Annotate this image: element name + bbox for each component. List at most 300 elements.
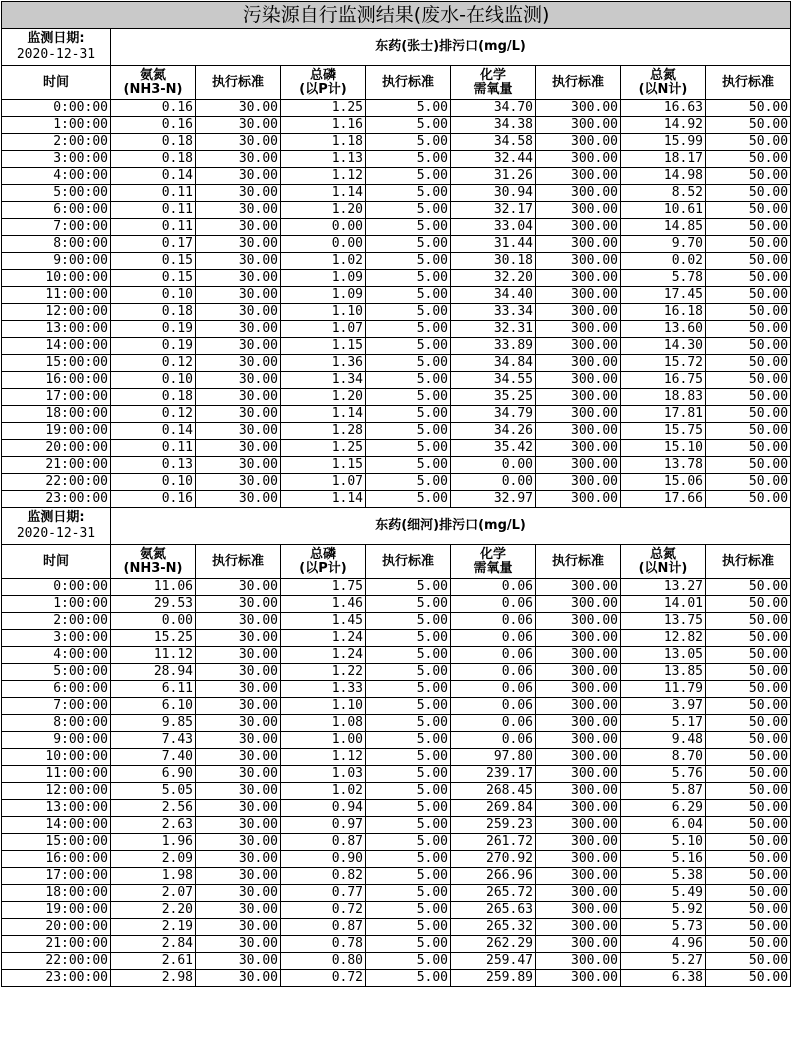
value-cell: 268.45: [451, 783, 536, 800]
value-cell: 300.00: [536, 800, 621, 817]
value-cell: 30.00: [196, 902, 281, 919]
value-cell: 0.19: [111, 338, 196, 355]
value-cell: 300.00: [536, 185, 621, 202]
value-cell: 30.00: [196, 783, 281, 800]
value-cell: 300.00: [536, 321, 621, 338]
column-header-line1: 氨氮: [139, 546, 166, 562]
value-cell: 30.00: [196, 321, 281, 338]
time-cell: 3:00:00: [2, 151, 111, 168]
value-cell: 34.84: [451, 355, 536, 372]
value-cell: 0.18: [111, 304, 196, 321]
value-cell: 300.00: [536, 868, 621, 885]
column-header: [111, 66, 196, 100]
table-row: [2, 664, 791, 681]
value-cell: 5.00: [366, 236, 451, 253]
time-cell: 16:00:00: [2, 372, 111, 389]
value-cell: 30.00: [196, 491, 281, 508]
column-header-line2: (NH3-N): [123, 560, 183, 576]
value-cell: 17.81: [621, 406, 706, 423]
table-row: [2, 936, 791, 953]
value-cell: 0.82: [281, 868, 366, 885]
column-header-line2: 需氧量: [473, 81, 513, 97]
column-header: [706, 545, 791, 579]
value-cell: 300.00: [536, 834, 621, 851]
value-cell: 5.00: [366, 902, 451, 919]
value-cell: 30.00: [196, 851, 281, 868]
time-cell: 15:00:00: [2, 834, 111, 851]
value-cell: 1.15: [281, 338, 366, 355]
table-row: [2, 749, 791, 766]
time-cell: 9:00:00: [2, 253, 111, 270]
value-cell: 5.00: [366, 372, 451, 389]
value-cell: 13.60: [621, 321, 706, 338]
value-cell: 1.14: [281, 185, 366, 202]
value-cell: 262.29: [451, 936, 536, 953]
value-cell: 8.70: [621, 749, 706, 766]
value-cell: 0.06: [451, 630, 536, 647]
table-row: [2, 338, 791, 355]
value-cell: 50.00: [706, 749, 791, 766]
value-cell: 300.00: [536, 681, 621, 698]
value-cell: 0.06: [451, 732, 536, 749]
value-cell: 30.00: [196, 440, 281, 457]
value-cell: 50.00: [706, 868, 791, 885]
column-header: [621, 66, 706, 100]
value-cell: 9.48: [621, 732, 706, 749]
value-cell: 0.15: [111, 270, 196, 287]
monitoring-date: [2, 29, 111, 66]
value-cell: 0.06: [451, 596, 536, 613]
value-cell: 300.00: [536, 817, 621, 834]
value-cell: 300.00: [536, 970, 621, 987]
value-cell: 0.18: [111, 134, 196, 151]
section-header-row: [2, 29, 791, 66]
value-cell: 1.20: [281, 202, 366, 219]
date-label: 监测日期:: [27, 510, 85, 525]
time-cell: 11:00:00: [2, 287, 111, 304]
table-row: [2, 579, 791, 596]
value-cell: 30.00: [196, 596, 281, 613]
value-cell: 5.00: [366, 270, 451, 287]
value-cell: 5.00: [366, 885, 451, 902]
value-cell: 300.00: [536, 596, 621, 613]
time-cell: 1:00:00: [2, 117, 111, 134]
value-cell: 5.00: [366, 919, 451, 936]
value-cell: 17.66: [621, 491, 706, 508]
column-header: [451, 545, 536, 579]
value-cell: 14.85: [621, 219, 706, 236]
value-cell: 30.00: [196, 834, 281, 851]
value-cell: 50.00: [706, 647, 791, 664]
value-cell: 1.07: [281, 321, 366, 338]
value-cell: 32.20: [451, 270, 536, 287]
value-cell: 50.00: [706, 355, 791, 372]
value-cell: 13.05: [621, 647, 706, 664]
value-cell: 300.00: [536, 219, 621, 236]
value-cell: 0.16: [111, 117, 196, 134]
value-cell: 10.61: [621, 202, 706, 219]
column-header-line1: 时间: [42, 74, 69, 90]
value-cell: 5.00: [366, 834, 451, 851]
time-cell: 12:00:00: [2, 304, 111, 321]
date-value: 2020-12-31: [16, 47, 96, 62]
value-cell: 5.10: [621, 834, 706, 851]
table-row: [2, 100, 791, 117]
table-row: [2, 902, 791, 919]
value-cell: 50.00: [706, 270, 791, 287]
value-cell: 0.72: [281, 902, 366, 919]
value-cell: 30.00: [196, 304, 281, 321]
value-cell: 30.00: [196, 355, 281, 372]
time-cell: 14:00:00: [2, 338, 111, 355]
value-cell: 32.97: [451, 491, 536, 508]
value-cell: 50.00: [706, 406, 791, 423]
value-cell: 2.63: [111, 817, 196, 834]
value-cell: 300.00: [536, 783, 621, 800]
value-cell: 30.00: [196, 151, 281, 168]
value-cell: 14.30: [621, 338, 706, 355]
value-cell: 34.79: [451, 406, 536, 423]
value-cell: 50.00: [706, 389, 791, 406]
value-cell: 30.00: [196, 372, 281, 389]
value-cell: 50.00: [706, 936, 791, 953]
value-cell: 5.00: [366, 749, 451, 766]
value-cell: 15.25: [111, 630, 196, 647]
value-cell: 0.16: [111, 100, 196, 117]
value-cell: 1.28: [281, 423, 366, 440]
value-cell: 259.89: [451, 970, 536, 987]
value-cell: 300.00: [536, 423, 621, 440]
value-cell: 50.00: [706, 664, 791, 681]
value-cell: 5.00: [366, 423, 451, 440]
value-cell: 300.00: [536, 902, 621, 919]
value-cell: 300.00: [536, 885, 621, 902]
value-cell: 300.00: [536, 630, 621, 647]
value-cell: 5.00: [366, 868, 451, 885]
table-row: [2, 372, 791, 389]
table-row: [2, 304, 791, 321]
value-cell: 50.00: [706, 630, 791, 647]
value-cell: 0.06: [451, 613, 536, 630]
value-cell: 259.47: [451, 953, 536, 970]
table-row: [2, 134, 791, 151]
value-cell: 50.00: [706, 715, 791, 732]
time-cell: 8:00:00: [2, 715, 111, 732]
value-cell: 0.06: [451, 647, 536, 664]
value-cell: 0.16: [111, 491, 196, 508]
value-cell: 2.84: [111, 936, 196, 953]
value-cell: 5.76: [621, 766, 706, 783]
value-cell: 1.24: [281, 647, 366, 664]
value-cell: 30.00: [196, 287, 281, 304]
date-label: 监测日期:: [27, 31, 85, 46]
table-row: [2, 800, 791, 817]
value-cell: 15.72: [621, 355, 706, 372]
value-cell: 5.00: [366, 185, 451, 202]
value-cell: 30.00: [196, 389, 281, 406]
value-cell: 32.17: [451, 202, 536, 219]
outlet-name: 东药(张士)排污口(mg/L): [111, 29, 791, 66]
time-cell: 6:00:00: [2, 202, 111, 219]
value-cell: 15.99: [621, 134, 706, 151]
value-cell: 0.11: [111, 440, 196, 457]
value-cell: 5.00: [366, 491, 451, 508]
value-cell: 3.97: [621, 698, 706, 715]
value-cell: 16.75: [621, 372, 706, 389]
value-cell: 0.02: [621, 253, 706, 270]
value-cell: 5.27: [621, 953, 706, 970]
column-header-line2: (以N计): [638, 560, 688, 576]
value-cell: 50.00: [706, 168, 791, 185]
value-cell: 50.00: [706, 253, 791, 270]
column-header: [196, 545, 281, 579]
value-cell: 30.00: [196, 953, 281, 970]
value-cell: 5.00: [366, 766, 451, 783]
value-cell: 50.00: [706, 457, 791, 474]
value-cell: 5.00: [366, 134, 451, 151]
monitoring-date: [2, 508, 111, 545]
value-cell: 30.00: [196, 698, 281, 715]
value-cell: 30.00: [196, 100, 281, 117]
time-cell: 15:00:00: [2, 355, 111, 372]
time-cell: 10:00:00: [2, 749, 111, 766]
value-cell: 50.00: [706, 698, 791, 715]
value-cell: 300.00: [536, 440, 621, 457]
value-cell: 300.00: [536, 579, 621, 596]
value-cell: 34.26: [451, 423, 536, 440]
column-header-row: [2, 66, 791, 100]
value-cell: 0.06: [451, 715, 536, 732]
value-cell: 50.00: [706, 834, 791, 851]
value-cell: 50.00: [706, 185, 791, 202]
value-cell: 13.75: [621, 613, 706, 630]
value-cell: 1.34: [281, 372, 366, 389]
time-cell: 9:00:00: [2, 732, 111, 749]
value-cell: 300.00: [536, 236, 621, 253]
value-cell: 9.85: [111, 715, 196, 732]
value-cell: 300.00: [536, 338, 621, 355]
value-cell: 300.00: [536, 664, 621, 681]
value-cell: 270.92: [451, 851, 536, 868]
value-cell: 50.00: [706, 613, 791, 630]
column-header: [2, 66, 111, 100]
value-cell: 1.13: [281, 151, 366, 168]
time-cell: 7:00:00: [2, 698, 111, 715]
value-cell: 13.27: [621, 579, 706, 596]
value-cell: 5.00: [366, 253, 451, 270]
value-cell: 0.87: [281, 919, 366, 936]
value-cell: 1.75: [281, 579, 366, 596]
table-row: [2, 885, 791, 902]
value-cell: 2.56: [111, 800, 196, 817]
value-cell: 50.00: [706, 681, 791, 698]
value-cell: 50.00: [706, 800, 791, 817]
table-row: [2, 732, 791, 749]
value-cell: 30.00: [196, 270, 281, 287]
value-cell: 5.00: [366, 219, 451, 236]
table-row: [2, 953, 791, 970]
value-cell: 0.15: [111, 253, 196, 270]
table-row: [2, 817, 791, 834]
value-cell: 1.15: [281, 457, 366, 474]
value-cell: 17.45: [621, 287, 706, 304]
column-header-line1: 化学: [479, 546, 506, 562]
time-cell: 19:00:00: [2, 423, 111, 440]
time-cell: 23:00:00: [2, 970, 111, 987]
table-row: [2, 219, 791, 236]
value-cell: 5.00: [366, 355, 451, 372]
value-cell: 5.73: [621, 919, 706, 936]
value-cell: 30.00: [196, 457, 281, 474]
table-row: [2, 253, 791, 270]
column-header: [2, 545, 111, 579]
value-cell: 0.00: [451, 457, 536, 474]
value-cell: 30.00: [196, 868, 281, 885]
value-cell: 5.00: [366, 117, 451, 134]
table-row: [2, 321, 791, 338]
time-cell: 5:00:00: [2, 664, 111, 681]
value-cell: 50.00: [706, 304, 791, 321]
column-header: [196, 66, 281, 100]
value-cell: 1.03: [281, 766, 366, 783]
value-cell: 6.90: [111, 766, 196, 783]
column-header: [621, 545, 706, 579]
value-cell: 33.34: [451, 304, 536, 321]
value-cell: 5.00: [366, 321, 451, 338]
time-cell: 22:00:00: [2, 953, 111, 970]
column-header-line1: 氨氮: [139, 67, 166, 83]
value-cell: 0.97: [281, 817, 366, 834]
table-row: [2, 491, 791, 508]
value-cell: 1.25: [281, 100, 366, 117]
value-cell: 16.18: [621, 304, 706, 321]
value-cell: 5.00: [366, 613, 451, 630]
value-cell: 30.18: [451, 253, 536, 270]
value-cell: 29.53: [111, 596, 196, 613]
value-cell: 0.00: [281, 236, 366, 253]
value-cell: 50.00: [706, 338, 791, 355]
time-cell: 6:00:00: [2, 681, 111, 698]
column-header-line1: 执行标准: [551, 74, 604, 90]
value-cell: 239.17: [451, 766, 536, 783]
value-cell: 50.00: [706, 117, 791, 134]
value-cell: 1.25: [281, 440, 366, 457]
value-cell: 31.44: [451, 236, 536, 253]
value-cell: 0.11: [111, 219, 196, 236]
value-cell: 30.00: [196, 800, 281, 817]
value-cell: 50.00: [706, 970, 791, 987]
value-cell: 0.13: [111, 457, 196, 474]
value-cell: 0.00: [451, 474, 536, 491]
value-cell: 5.00: [366, 474, 451, 491]
value-cell: 30.00: [196, 613, 281, 630]
table-row: [2, 596, 791, 613]
value-cell: 1.14: [281, 406, 366, 423]
value-cell: 5.00: [366, 338, 451, 355]
table-row: [2, 970, 791, 987]
value-cell: 0.10: [111, 474, 196, 491]
value-cell: 0.80: [281, 953, 366, 970]
table-row: [2, 406, 791, 423]
value-cell: 32.31: [451, 321, 536, 338]
time-cell: 17:00:00: [2, 389, 111, 406]
value-cell: 15.75: [621, 423, 706, 440]
value-cell: 35.42: [451, 440, 536, 457]
value-cell: 13.85: [621, 664, 706, 681]
value-cell: 5.00: [366, 304, 451, 321]
value-cell: 1.33: [281, 681, 366, 698]
value-cell: 34.70: [451, 100, 536, 117]
value-cell: 50.00: [706, 440, 791, 457]
value-cell: 30.94: [451, 185, 536, 202]
value-cell: 5.00: [366, 151, 451, 168]
value-cell: 2.09: [111, 851, 196, 868]
table-row: [2, 236, 791, 253]
value-cell: 269.84: [451, 800, 536, 817]
value-cell: 30.00: [196, 681, 281, 698]
value-cell: 34.58: [451, 134, 536, 151]
value-cell: 50.00: [706, 100, 791, 117]
value-cell: 300.00: [536, 100, 621, 117]
column-header-line1: 执行标准: [722, 553, 775, 569]
table-row: [2, 355, 791, 372]
value-cell: 300.00: [536, 647, 621, 664]
table-row: [2, 919, 791, 936]
table-row: [2, 151, 791, 168]
value-cell: 5.92: [621, 902, 706, 919]
value-cell: 6.04: [621, 817, 706, 834]
table-row: [2, 715, 791, 732]
value-cell: 50.00: [706, 287, 791, 304]
value-cell: 300.00: [536, 953, 621, 970]
value-cell: 8.52: [621, 185, 706, 202]
value-cell: 300.00: [536, 851, 621, 868]
value-cell: 30.00: [196, 168, 281, 185]
table-row: [2, 287, 791, 304]
value-cell: 50.00: [706, 236, 791, 253]
value-cell: 1.07: [281, 474, 366, 491]
value-cell: 300.00: [536, 372, 621, 389]
table-row: [2, 647, 791, 664]
table-row: [2, 834, 791, 851]
value-cell: 30.00: [196, 219, 281, 236]
value-cell: 0.06: [451, 698, 536, 715]
time-cell: 14:00:00: [2, 817, 111, 834]
value-cell: 30.00: [196, 406, 281, 423]
value-cell: 1.09: [281, 287, 366, 304]
time-cell: 13:00:00: [2, 800, 111, 817]
value-cell: 0.10: [111, 287, 196, 304]
value-cell: 5.00: [366, 100, 451, 117]
value-cell: 300.00: [536, 117, 621, 134]
value-cell: 1.45: [281, 613, 366, 630]
time-cell: 18:00:00: [2, 406, 111, 423]
time-cell: 12:00:00: [2, 783, 111, 800]
value-cell: 50.00: [706, 151, 791, 168]
value-cell: 50.00: [706, 766, 791, 783]
value-cell: 18.83: [621, 389, 706, 406]
value-cell: 14.92: [621, 117, 706, 134]
value-cell: 50.00: [706, 423, 791, 440]
value-cell: 1.10: [281, 304, 366, 321]
table-row: [2, 851, 791, 868]
value-cell: 300.00: [536, 304, 621, 321]
time-cell: 0:00:00: [2, 100, 111, 117]
value-cell: 261.72: [451, 834, 536, 851]
table-row: [2, 613, 791, 630]
value-cell: 266.96: [451, 868, 536, 885]
value-cell: 5.38: [621, 868, 706, 885]
